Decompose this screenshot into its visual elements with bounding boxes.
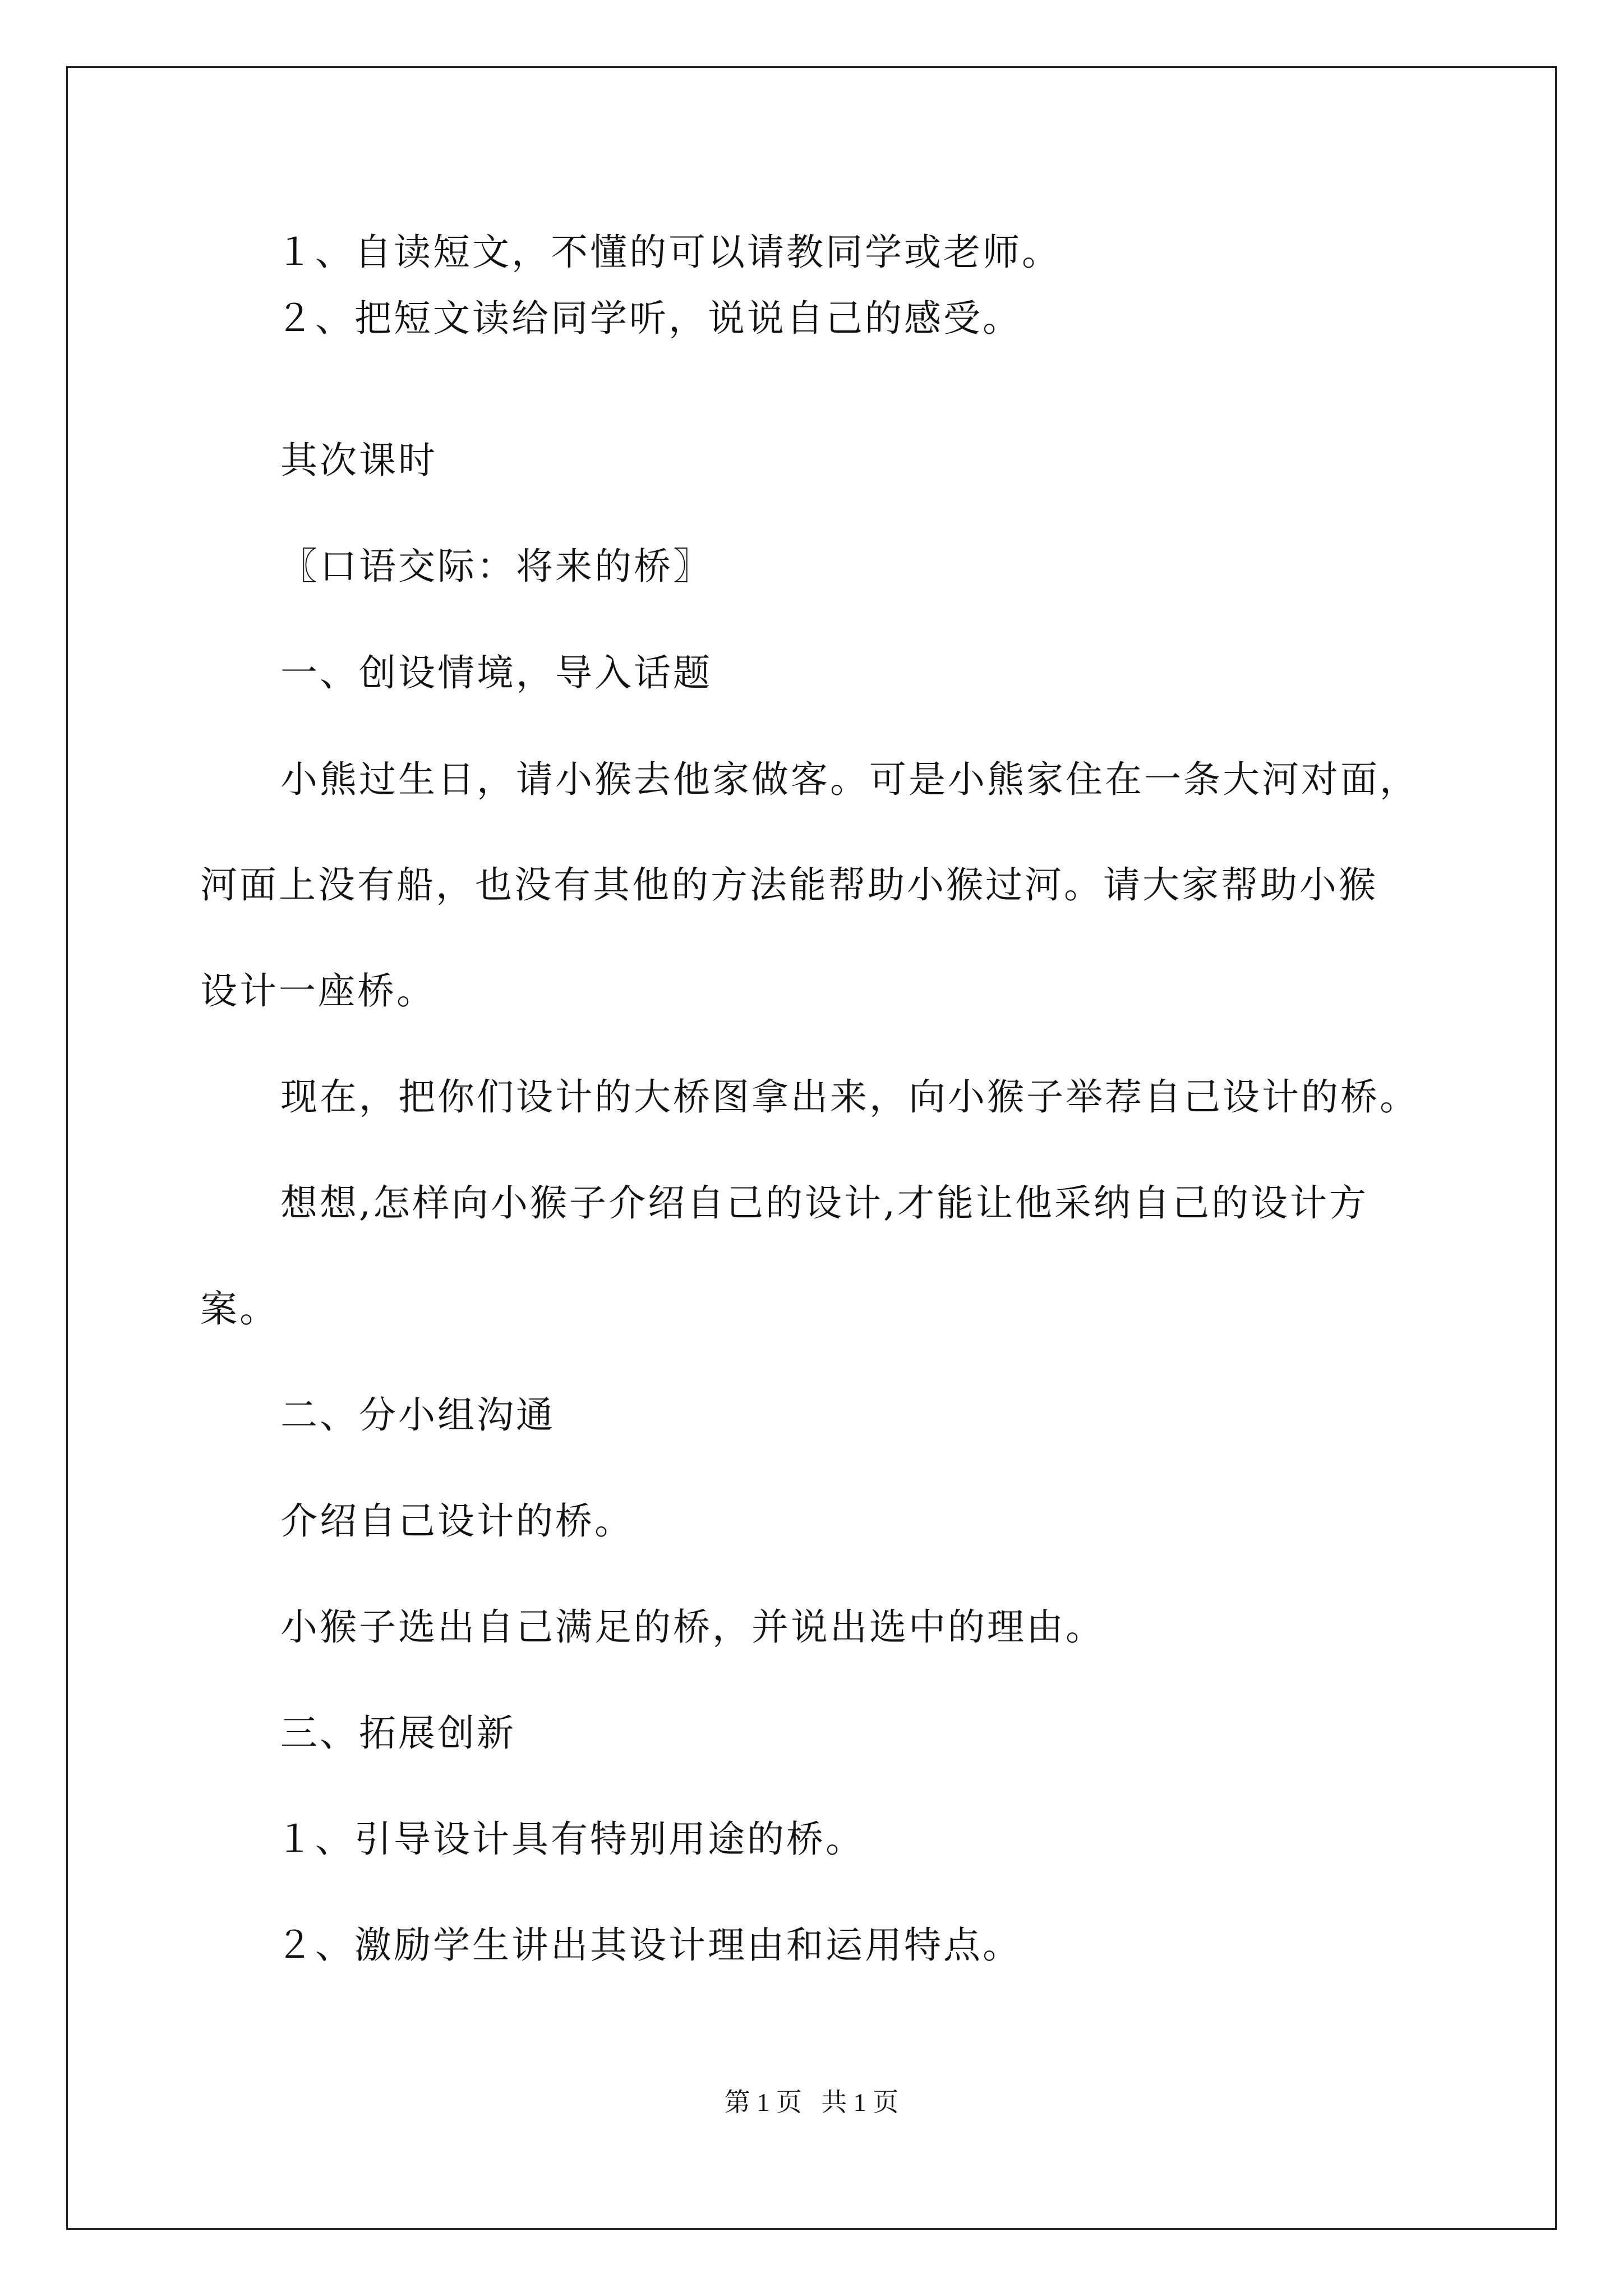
paragraph-story-line-2: 河面上没有船，也没有其他的方法能帮助小猴过河。请大家帮助小猴 <box>200 863 1378 907</box>
section-heading-second-lesson: 其次课时 <box>280 439 437 482</box>
paragraph-extension-step-2: ２、激励学生讲出其设计理由和运用特点。 <box>276 1924 1022 1967</box>
paragraph-choose-bridge: 小猴子选出自己满足的桥，并说出选中的理由。 <box>280 1605 1105 1649</box>
paragraph-story-line-3: 设计一座桥。 <box>200 969 436 1013</box>
heading-part-three: 三、拓展创新 <box>280 1711 516 1755</box>
heading-part-two: 二、分小组沟通 <box>280 1393 555 1437</box>
page-frame <box>66 66 1557 2230</box>
page-number-footer: 第 1 页 共 1 页 <box>724 2088 899 2116</box>
paragraph-extension-step-1: １、引导设计具有特别用途的桥。 <box>276 1818 865 1861</box>
paragraph-think-line-2: 案。 <box>200 1287 279 1331</box>
paragraph-reading-step-2: ２、把短文读给同学听，说说自己的感受。 <box>276 297 1022 340</box>
heading-part-one: 一、创设情境，导入话题 <box>280 651 712 694</box>
paragraph-introduce-bridge: 介绍自己设计的桥。 <box>280 1499 634 1543</box>
section-heading-oral-communication: 〖口语交际：将来的桥〗 <box>280 545 712 588</box>
paragraph-present-design: 现在，把你们设计的大桥图拿出来，向小猴子举荐自己设计的桥。 <box>280 1075 1419 1119</box>
paragraph-story-line-1: 小熊过生日，请小猴去他家做客。可是小熊家住在一条大河对面， <box>280 758 1419 801</box>
paragraph-reading-step-1: １、自读短文，不懂的可以请教同学或老师。 <box>276 231 1061 274</box>
paragraph-think-line-1: 想想,怎样向小猴子介绍自己的设计,才能让他采纳自己的设计方 <box>280 1181 1368 1225</box>
